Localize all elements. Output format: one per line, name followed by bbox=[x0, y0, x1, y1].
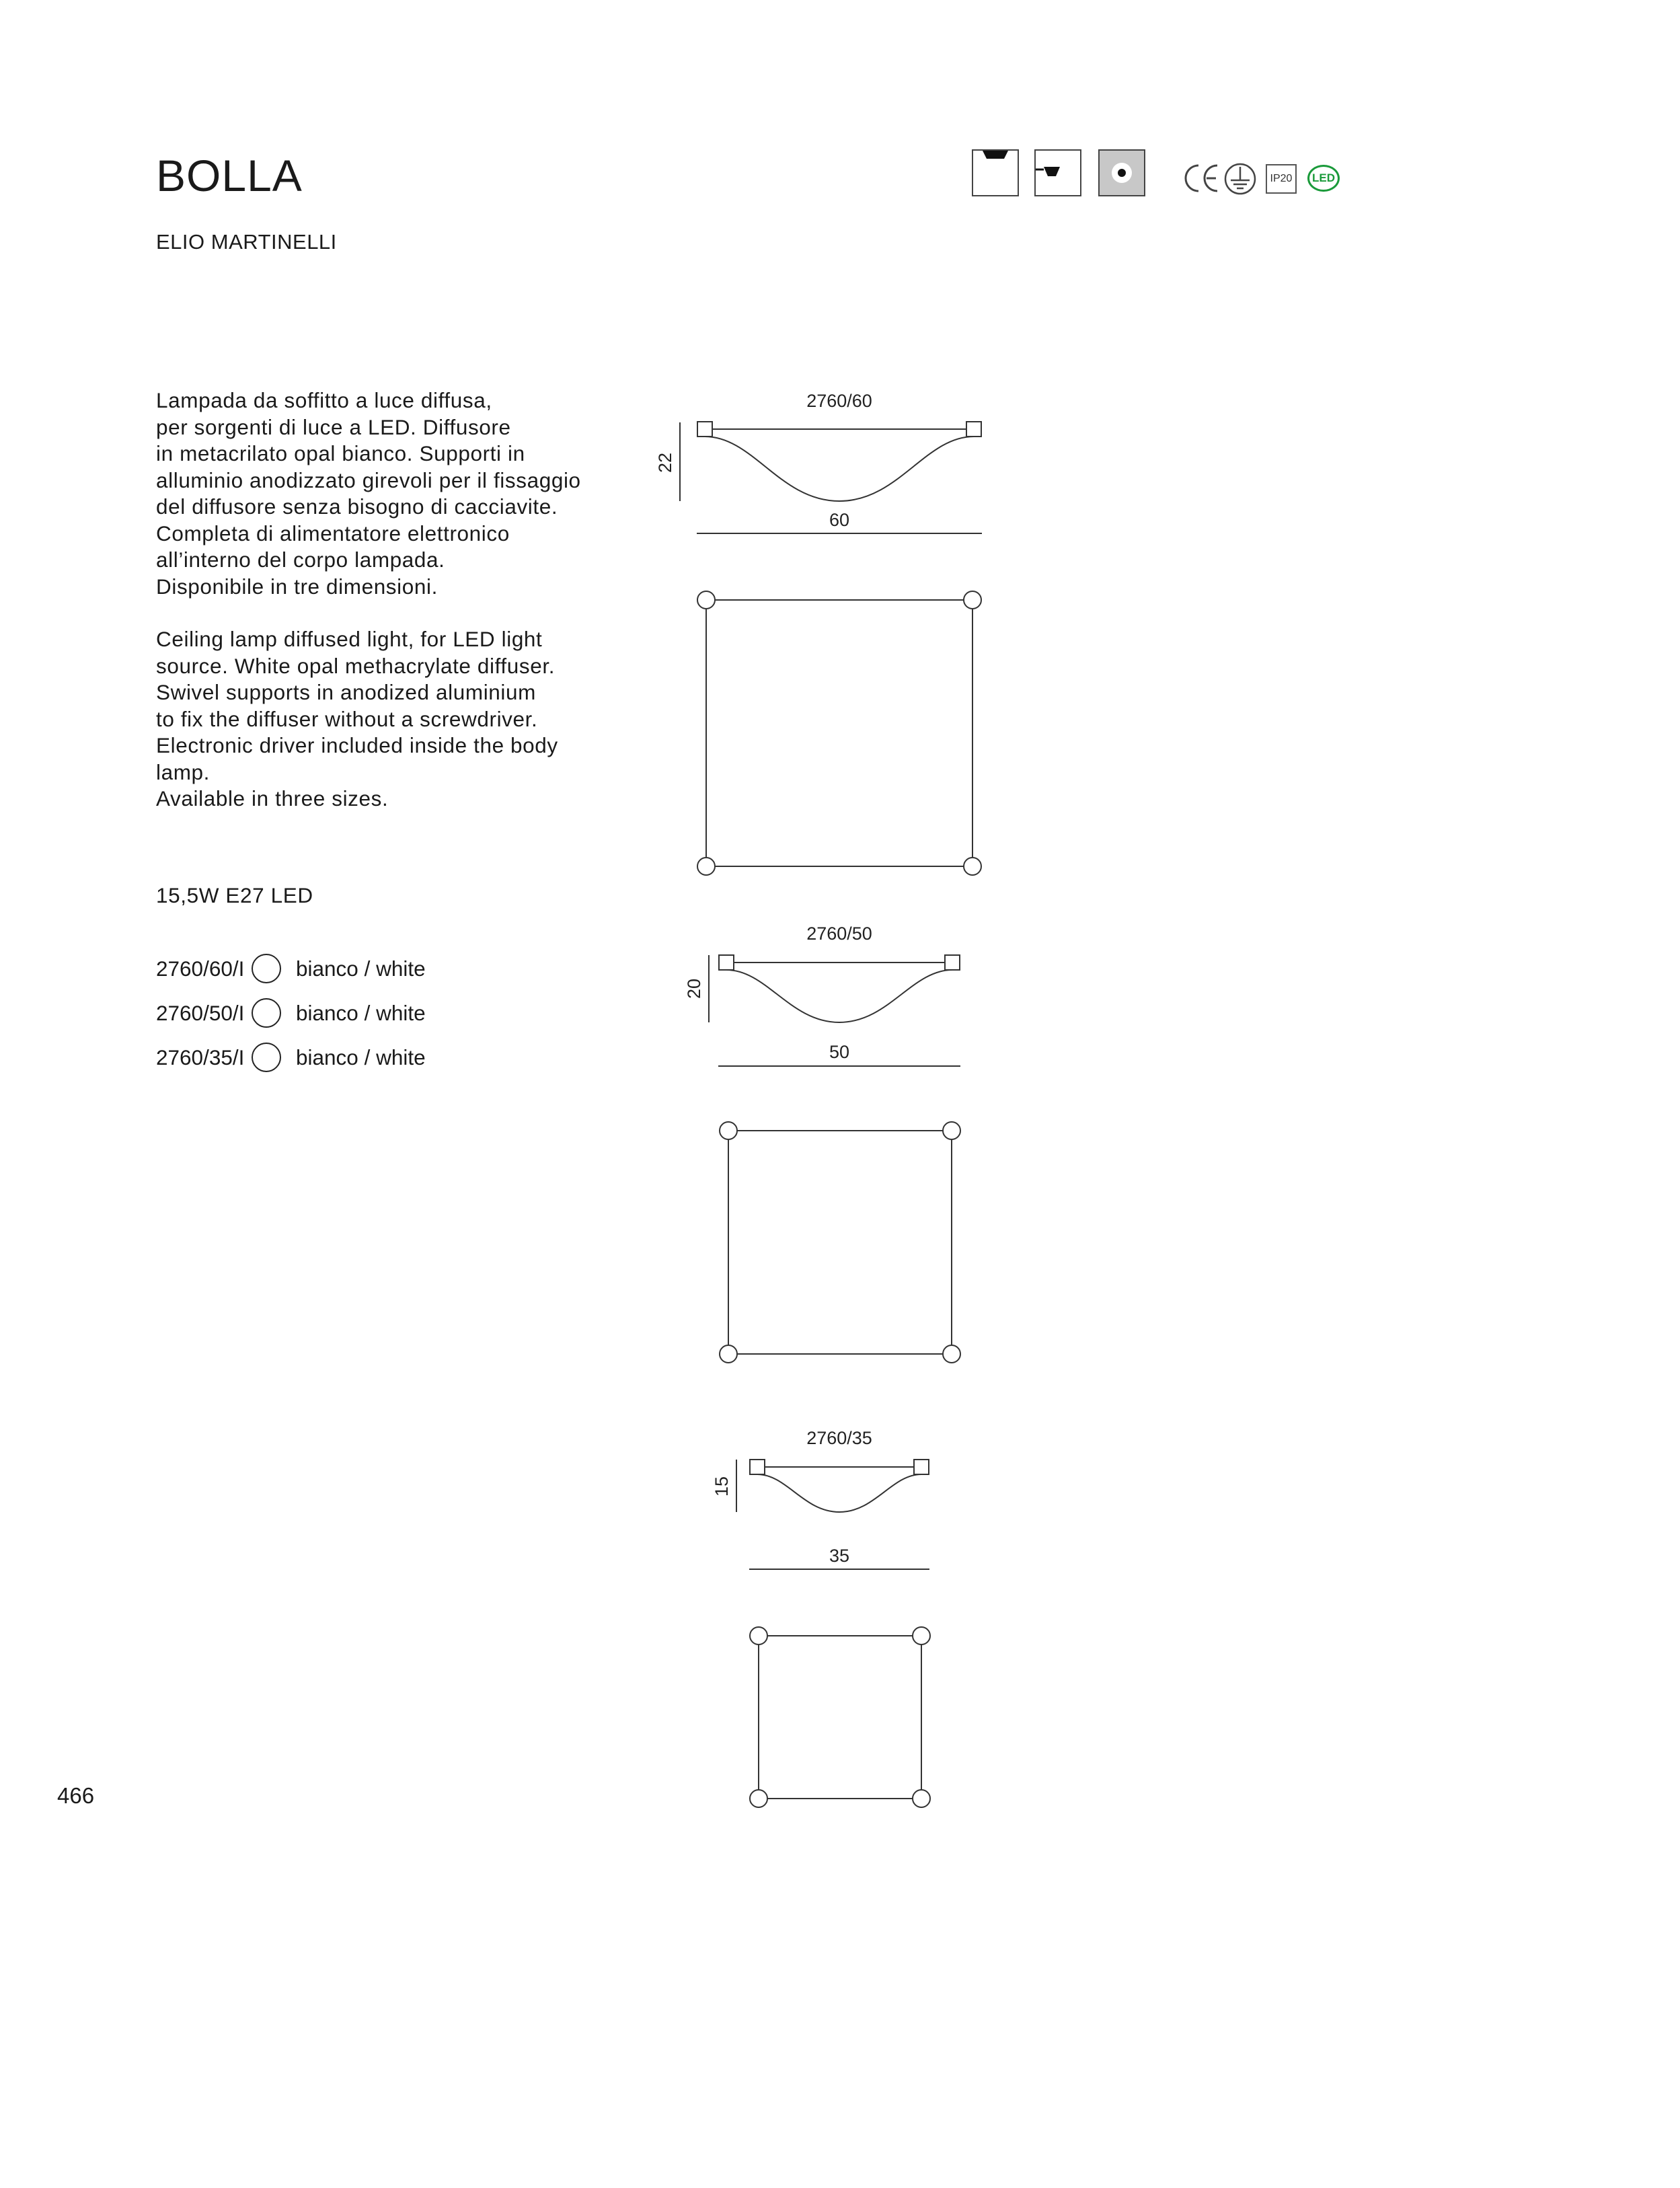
ip-rating-text: IP20 bbox=[1270, 173, 1293, 184]
height-label-50: 20 bbox=[684, 978, 704, 999]
height-label-60: 22 bbox=[655, 452, 675, 474]
description-line: Available in three sizes. bbox=[156, 786, 389, 810]
top-view-35 bbox=[750, 1627, 930, 1807]
description-line: per sorgenti di luce a LED. Diffusore bbox=[156, 414, 511, 439]
width-label-35: 35 bbox=[829, 1546, 850, 1566]
description-line: lamp. bbox=[156, 759, 211, 784]
description-line: del diffusore senza bisogno di cacciavite. bbox=[156, 494, 558, 519]
variant-code: 2760/50/I bbox=[156, 1000, 245, 1025]
width-label-60: 60 bbox=[829, 510, 850, 530]
description-line: Disponibile in tre dimensioni. bbox=[156, 574, 438, 599]
description-line: Lampada da soffitto a luce diffusa, bbox=[156, 388, 492, 412]
variant-finish: bianco / white bbox=[296, 1045, 426, 1069]
page-number: 466 bbox=[57, 1783, 95, 1808]
led-badge-text: LED bbox=[1312, 172, 1335, 184]
top-view-50 bbox=[720, 1122, 960, 1363]
variant-code: 2760/35/I bbox=[156, 1045, 245, 1069]
designer-name: ELIO MARTINELLI bbox=[156, 230, 337, 254]
variant-finish: bianco / white bbox=[296, 956, 426, 981]
width-label-50: 50 bbox=[829, 1042, 850, 1062]
variant-finish: bianco / white bbox=[296, 1000, 426, 1025]
model-label-60: 2760/60 bbox=[806, 391, 872, 411]
model-label-50: 2760/50 bbox=[806, 923, 872, 944]
description-line: Completa di alimentatore elettronico bbox=[156, 521, 510, 545]
description-line: to fix the diffuser without a screwdriver. bbox=[156, 706, 538, 731]
description-line: Electronic driver included inside the body bbox=[156, 733, 558, 757]
model-label-35: 2760/35 bbox=[806, 1428, 872, 1448]
description-line: Swivel supports in anodized aluminium bbox=[156, 680, 536, 704]
top-view-60 bbox=[697, 591, 981, 875]
lamp-spec: 15,5W E27 LED bbox=[156, 883, 313, 907]
description-line: all’interno del corpo lampada. bbox=[156, 548, 445, 572]
description-line: Ceiling lamp diffused light, for LED light bbox=[156, 627, 543, 651]
height-label-35: 15 bbox=[712, 1476, 732, 1497]
description-line: in metacrilato opal bianco. Supporti in bbox=[156, 441, 525, 465]
product-title: BOLLA bbox=[156, 151, 303, 200]
variant-code: 2760/60/I bbox=[156, 956, 245, 981]
description-line: source. White opal methacrylate diffuser. bbox=[156, 653, 556, 678]
description-line: alluminio anodizzato girevoli per il fissaggio bbox=[156, 467, 581, 492]
